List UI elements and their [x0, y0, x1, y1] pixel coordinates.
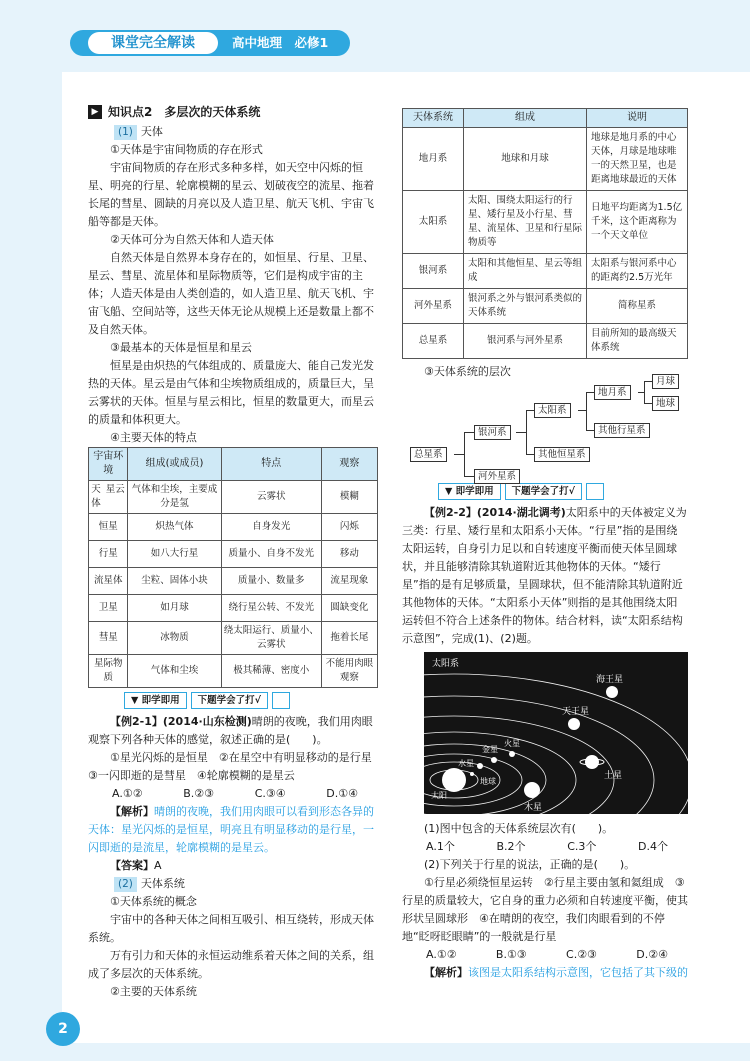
planet-venus-icon [491, 757, 497, 763]
book-brand: 课堂完全解读 [88, 32, 218, 54]
example2-q2-options [402, 946, 688, 964]
sun-icon [442, 768, 466, 792]
option: B.2个 [496, 840, 526, 853]
planet-label: 土星 [604, 771, 623, 781]
table-row: 地月系 地球和月球 地球是地月系的中心天体，月球是地球唯一的天然卫星，也是距离地球最近的天体 [403, 128, 688, 191]
example1-question: 【例2-1】(2014·山东检测)晴朗的夜晚，我们用肉眼观察下列各种天体的感觉，叙述正确的是( )。 [88, 715, 373, 746]
orbit [424, 696, 654, 814]
section-title: 知识点2 多层次的天体系统 [108, 105, 261, 119]
option: D.②④ [636, 948, 668, 961]
node-moon: 月球 [652, 374, 679, 389]
solar-system-figure [424, 652, 688, 814]
table-row: 行星 如八大行星 质量小、自身不发光 移动 [89, 541, 378, 568]
node-other-stars: 其他恒星系 [534, 447, 590, 462]
table-header: 天体系统 [403, 109, 464, 128]
practice-bar [124, 692, 378, 709]
footer-band [0, 1043, 750, 1061]
table-row: 河外星系 银河系之外与银河系类似的天体系统 简称星系 [403, 289, 688, 324]
table-row: 银河系 太阳和其他恒星、星云等组成 太阳系与银河系中心的距离约2.5万光年 [403, 254, 688, 289]
table-header: 观察 [321, 448, 377, 481]
node-total: 总星系 [410, 447, 447, 462]
option: C.②③ [566, 948, 597, 961]
figure-title: 太阳系 [432, 659, 460, 669]
planet-jupiter-icon [524, 782, 540, 798]
hierarchy-title: ③天体系统的层次 [424, 365, 511, 378]
planet-label: 金星 [482, 745, 498, 754]
node-solar-system: 太阳系 [534, 403, 571, 418]
left-column [88, 103, 383, 1001]
example2-text: 【例2-2】(2014·湖北调考)太阳系中的天体被定义为三类：行星、矮行星和太阳系小天体。“行星”指的是围绕太阳运转，自身引力足以和自转速度平衡而使天体呈圆球状，并且能够清除其轨道附近其他物体的天体。“矮行星”指的是有足够质量，呈圆球状，但不能清除其轨道附近其他物体的天体。“太阳系小天体”则指的是其他围绕太阳运转但不符合上述条件的物体。结合材料，读“太阳系结构示意图”，完成(1)、(2)题。 [402, 506, 687, 645]
option: A.①② [112, 787, 143, 800]
planet-label: 水星 [458, 759, 474, 768]
part2-s1-text: 宇宙中的各种天体之间相互吸引、相互绕转，形成天体系统。 [88, 913, 374, 944]
right-column [402, 108, 688, 982]
play-triangle-icon: ▶ [88, 105, 102, 119]
part2-number: (2) [114, 877, 137, 892]
option: D.4个 [638, 840, 668, 853]
planet-neptune-icon [606, 686, 618, 698]
part1-s2-title: ②天体可分为自然天体和人造天体 [110, 233, 274, 246]
page-number: 2 [46, 1012, 80, 1046]
group-label: 天体 [91, 484, 101, 509]
option: D.①④ [326, 787, 358, 800]
practice-label: ▼ 即学即用 [124, 692, 187, 709]
node-other-planets: 其他行星系 [594, 423, 650, 438]
part1-number: (1) [114, 125, 137, 140]
part2-s1-text2: 万有引力和天体的永恒运动维系着天体之间的关系，组成了多层次的天体系统。 [88, 949, 374, 980]
part2-s2-title: ②主要的天体系统 [110, 985, 197, 998]
example2-analysis: 【解析】该图是太阳系结构示意图，它包括了其下级的 [424, 966, 688, 979]
planet-label: 海王星 [596, 675, 624, 685]
example1-analysis: 【解析】晴朗的夜晚，我们用肉眼可以看到形态各异的天体：星光闪烁的是恒星，明亮且有明显移动的是行星，一闪即逝的是流星，轮廓模糊的是星云。 [88, 805, 374, 854]
part2-title: 天体系统 [140, 877, 185, 890]
option: C.3个 [567, 840, 597, 853]
option: A.①② [426, 948, 457, 961]
part1-heading [88, 123, 378, 141]
hierarchy-diagram [402, 376, 688, 482]
part1-s3-title: ③最基本的天体是恒星和星云 [110, 341, 252, 354]
practice-bar [438, 483, 688, 500]
table-row: 天体 星云 气体和尘埃，主要成分是氢 云雾状 模糊 [89, 481, 378, 514]
node-earth: 地球 [652, 396, 679, 411]
course-title: 高中地理 必修1 [232, 35, 329, 50]
part1-s3-text: 恒星是由炽热的气体组成的、质量庞大、能自己发光发热的天体。星云是由气体和尘埃物质组成的，质量巨大，呈云雾状的天体。恒星与星云相比，恒星的数量更大，而星云的质量和体积更大。 [88, 359, 374, 426]
option: C.③④ [254, 787, 286, 800]
node-extragalactic: 河外星系 [474, 469, 520, 484]
planet-saturn-icon [585, 755, 599, 769]
planet-label: 地球 [480, 777, 496, 786]
solar-system-diagram [424, 652, 688, 814]
part1-s1-text: 宇宙间物质的存在形式多种多样，如天空中闪烁的恒星、明亮的行星、轮廓模糊的星云、划破夜空的流星、拖着长尾的彗星、圆缺的月亮以及人造卫星、航天飞机、宇宙飞船等都是天体。 [88, 161, 374, 228]
example2-q2-statements: ①行星必须绕恒星运转 ②行星主要由氢和氦组成 ③行星的质量较大，它自身的重力必须和自转速度平衡，使其形状呈圆球形 ④在晴朗的夜空，我们肉眼看到的不停地“眨呀眨眼睛”的一般就是行星 [402, 876, 688, 943]
planet-earth-icon [477, 763, 483, 769]
planet-label: 火星 [504, 739, 520, 748]
example2-q1: (1)图中包含的天体系统层次有( )。 [424, 822, 614, 835]
table-header: 特点 [221, 448, 321, 481]
node-milky-way: 银河系 [474, 425, 511, 440]
table-row: 流星体 尘粒、固体小块 质量小、数量多 流星现象 [89, 568, 378, 595]
table-row: 太阳系 太阳、围绕太阳运行的行星、矮行星及小行星、彗星、流星体、卫星和行星际物质等 日地平均距离为1.5亿千米，这个距离称为一个天文单位 [403, 191, 688, 254]
table-header: 宇宙环境 [89, 448, 128, 481]
table-header: 组成(或成员) [128, 448, 221, 481]
planet-mercury-icon [470, 772, 474, 776]
table-row: 卫星 如月球 绕行星公转、不发光 圆缺变化 [89, 595, 378, 622]
option: B.②③ [183, 787, 215, 800]
part1-title: 天体 [140, 125, 163, 138]
practice-tip: 下题学会了打√ [505, 483, 582, 500]
example1-answer: 【答案】A [110, 859, 162, 872]
table-header: 说明 [587, 109, 688, 128]
part1-s2-text: 自然天体是自然界本身存在的，如恒星、行星、卫星、星云、彗星、流星体和星际物质等，它们是构成宇宙的主体；人造天体是由人类创造的，如人造卫星、航天飞机、宇宙飞船、空间站等，这些天体无论从规模上还是数量上都不及自然天体。 [88, 251, 374, 336]
table-row: 星际物质 气体和尘埃 极其稀薄、密度小 不能用肉眼观察 [89, 655, 378, 688]
planet-mars-icon [509, 751, 515, 757]
table-row: 总星系 银河系与河外星系 目前所知的最高级天体系统 [403, 324, 688, 359]
table-row: 恒星 炽热气体 自身发光 闪烁 [89, 514, 378, 541]
option: B.①③ [495, 948, 527, 961]
node-earth-moon: 地月系 [594, 385, 631, 400]
planet-uranus-icon [568, 718, 580, 730]
part1-s1-title: ①天体是宇宙间物质的存在形式 [110, 143, 263, 156]
left-margin-band [0, 72, 62, 1061]
section-heading [88, 103, 378, 121]
part1-s4-title: ④主要天体的特点 [110, 431, 197, 444]
system-table [402, 108, 688, 359]
sun-label: 太阳 [431, 791, 447, 800]
example2-q1-options [402, 838, 688, 856]
part2-s1-title: ①天体系统的概念 [110, 895, 197, 908]
practice-checkbox[interactable] [272, 692, 290, 709]
celestial-body-table [88, 447, 378, 688]
planet-label: 天王星 [562, 707, 590, 717]
planet-label: 木星 [524, 803, 543, 813]
practice-tip: 下题学会了打√ [191, 692, 268, 709]
example1-statements: ①星光闪烁的是恒星 ②在星空中有明显移动的是行星 ③一闪即逝的是彗星 ④轮廓模糊的是星云 [88, 751, 383, 782]
practice-checkbox[interactable] [586, 483, 604, 500]
example1-options [88, 785, 378, 803]
option: A.1个 [426, 840, 455, 853]
part2-heading [88, 875, 378, 893]
practice-label: ▼ 即学即用 [438, 483, 501, 500]
example2-q2: (2)下列关于行星的说法，正确的是( )。 [424, 858, 636, 871]
table-header: 组成 [464, 109, 587, 128]
table-row: 彗星 冰物质 绕太阳运行、质量小、云雾状 拖着长尾 [89, 622, 378, 655]
